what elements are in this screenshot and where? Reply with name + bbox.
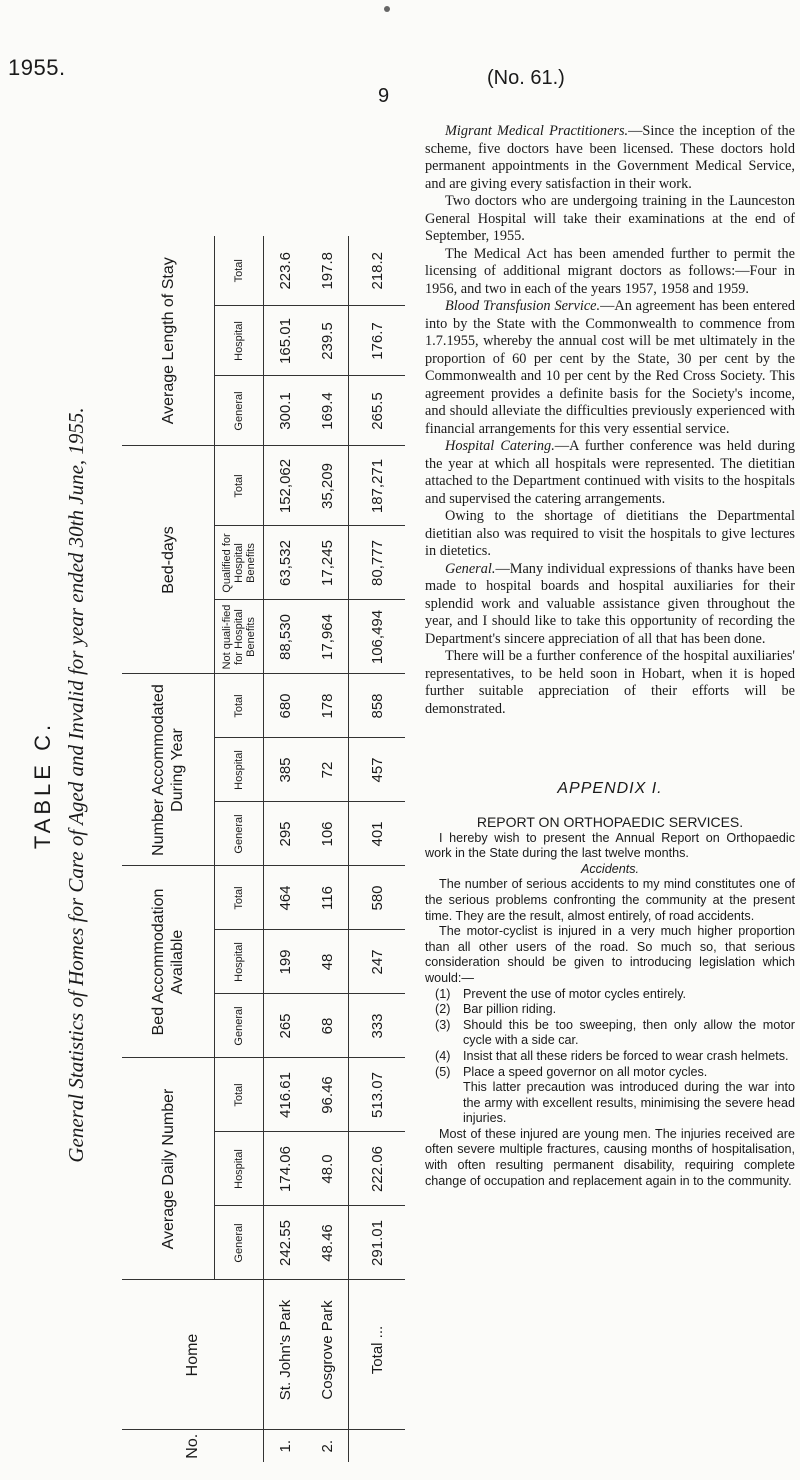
sub-hospital: Hospital [215, 930, 264, 994]
cell: 152,062 [264, 446, 307, 526]
sub-general: General [215, 1206, 264, 1280]
report-title: REPORT ON ORTHOPAEDIC SERVICES. [476, 814, 744, 830]
paragraph-text: —A further conference was held during the year at which all hospitals were represented. The dietitian attached to the Department continued with visits to the hospitals and supervised the catering arrangements. [425, 438, 795, 507]
cell: 68 [306, 994, 349, 1058]
page-number: 9 [378, 85, 390, 107]
cell: 580 [349, 866, 406, 930]
cell: 401 [349, 802, 406, 866]
cell: 239.5 [306, 306, 349, 376]
list-text: Bar pillion riding. [463, 1002, 557, 1017]
cell-home: Total ... [349, 1280, 406, 1430]
print-mark [384, 6, 390, 12]
rotated-table-block [30, 90, 386, 1480]
cell-no: 1. [276, 1440, 294, 1453]
cell: 416.61 [264, 1058, 307, 1132]
cell: 106 [306, 802, 349, 866]
cell-home: St. John's Park [264, 1280, 307, 1430]
cell: 174.06 [264, 1132, 307, 1206]
cell: 295 [264, 802, 307, 866]
cell: 218.2 [349, 236, 406, 306]
paragraph: The Medical Act has been amended further to permit the licensing of additional migrant doctors as follows:—Four in 1956, and two in each of the years 1957, 1958 and 1959. [425, 245, 795, 297]
list-item [425, 1002, 795, 1018]
list-text: Place a speed governor on all motor cycles. [463, 1064, 708, 1079]
cell: 169.4 [306, 376, 349, 446]
sub-total: Total [215, 446, 264, 526]
header-no: No. [122, 1430, 264, 1462]
table-title: General Statistics of Homes for Care of Aged and Invalid for year ended 30th June, 1955. [64, 407, 88, 1163]
paragraph: The number of serious accidents to my mind constitutes one of the serious problems confronting the community at the present time. They are the result, almost entirely, of road accidents. [425, 877, 795, 923]
header-number-accommodated: Number Accommodated During Year [122, 674, 215, 866]
cell: 291.01 [349, 1206, 406, 1280]
list-text: Should this be too sweeping, then only allow the motor cycle with a side car. [463, 1017, 795, 1048]
paragraph [425, 298, 795, 438]
cell: 116 [306, 866, 349, 930]
cell: 222.06 [349, 1132, 406, 1206]
sub-general: General [215, 376, 264, 446]
cell: 48.0 [306, 1132, 349, 1206]
cell: 242.55 [264, 1206, 307, 1280]
header-bed-accommodation: Bed Accommodation Available [122, 866, 215, 1058]
cell: 187,271 [349, 446, 406, 526]
header-home: Home [122, 1280, 264, 1430]
cell: 80,777 [349, 526, 406, 600]
paragraph-text: —Many individual expressions of thanks have been made to hospital boards and hospital auxiliaries for their splendid work and valuable assistance given throughout the year, and I should like to take this opportunity of recording the Department's sincere appreciation of all that has been done. [425, 560, 795, 647]
cell: 48.46 [306, 1206, 349, 1280]
total-row [349, 236, 406, 1462]
sub-total: Total [215, 866, 264, 930]
sub-total: Total [215, 236, 264, 306]
paragraph-text: —An agreement has been entered into by the State with the Commonwealth to commence from 1.7.1955, whereby the annual cost will be met ultimately in the proportion of 60 per cent by the State, 30 per cent by the Commonwealth and 10 per cent by the Red Cross Society. This agreement provides a definite basis for the Society's income, and should alleviate the difficulties previously experienced with financial arrangements for this very essential service. [425, 298, 796, 437]
cell: 197.8 [306, 236, 349, 306]
sub-total: Total [215, 674, 264, 738]
cell: 17,964 [306, 600, 349, 674]
cell: 106,494 [349, 600, 406, 674]
table-row [264, 236, 307, 1462]
page-year: 1955. [8, 55, 66, 80]
paragraph: Most of these injured are young men. The injuries received are often severe multiple fractures, causing months of hospitalisation, with often resulting permanent disability, requiring complete change of occupation and replacement again in to the community. [425, 1126, 795, 1188]
cell: 513.07 [349, 1058, 406, 1132]
cell: 17,245 [306, 526, 349, 600]
section-label: Migrant Medical Practitioners. [445, 123, 629, 139]
cell: 247 [349, 930, 406, 994]
list-number: (4) [435, 1048, 451, 1063]
section-label: Blood Transfusion Service. [445, 298, 601, 314]
cell: 178 [306, 674, 349, 738]
list-number: (2) [435, 1002, 451, 1017]
paragraph: This latter precaution was introduced during the war into the army with excellent results, minimising the severe head injuries. [463, 1080, 795, 1126]
cell: 265.5 [349, 376, 406, 446]
list-text: Prevent the use of motor cycles entirely. [463, 986, 687, 1001]
sub-total: Total [215, 1058, 264, 1132]
paragraph: I hereby wish to present the Annual Report on Orthopaedic work in the State during the last twelve months. [425, 830, 795, 861]
paragraph: Two doctors who are undergoing training in the Launceston General Hospital will take their examinations at the end of September, 1955. [425, 193, 795, 244]
paragraph: Owing to the shortage of dietitians the Departmental dietitian also was required to visit the hospitals to give lectures in dietetics. [425, 508, 795, 559]
cell: 680 [264, 674, 307, 738]
list-text: Insist that all these riders be forced to wear crash helmets. [463, 1048, 789, 1063]
text-column [425, 123, 795, 718]
list-item [425, 987, 795, 1003]
list-item [425, 1065, 795, 1081]
cell: 464 [264, 866, 307, 930]
cell: 165.01 [264, 306, 307, 376]
cell-no: 2. [318, 1440, 336, 1453]
cell-home: Cosgrove Park [306, 1280, 349, 1430]
cell: 265 [264, 994, 307, 1058]
header-bed-days: Bed-days [122, 446, 215, 674]
cell: 385 [264, 738, 307, 802]
section-label: General. [445, 560, 496, 577]
cell: 35,209 [306, 446, 349, 526]
paragraph [425, 561, 795, 649]
cell: 199 [264, 930, 307, 994]
cell: 223.6 [264, 236, 307, 306]
cell: 300.1 [264, 376, 307, 446]
section-label: Hospital Catering. [445, 438, 555, 454]
table-label: TABLE C. [30, 720, 55, 850]
sub-general: General [215, 802, 264, 866]
paragraph [425, 123, 795, 193]
header-average-stay: Average Length of Stay [122, 236, 215, 446]
paragraph: The motor-cyclist is injured in a very much higher proportion than all other users of the road. So much so, that serious consideration should be given to introducing legislation which would:— [425, 924, 795, 985]
cell: 88,530 [264, 600, 307, 674]
cell: 333 [349, 994, 406, 1058]
paragraph: There will be a further conference of the hospital auxiliaries' representatives, to be held soon in Hobart, when it is hoped further suitable appreciation of their efforts will be demonstrated. [425, 648, 795, 717]
section-heading: Accidents. [580, 861, 640, 876]
paragraph-text: —Since the inception of the scheme, five doctors have been licensed. These doctors hold permanent appointments in the Government Medical Service, and are giving every satisfaction in their work. [425, 123, 795, 192]
cell: 48 [306, 930, 349, 994]
list-number: (3) [435, 1017, 451, 1032]
header-average-daily: Average Daily Number [122, 1058, 215, 1280]
cell: 176.7 [349, 306, 406, 376]
cell: 457 [349, 738, 406, 802]
sub-not-qualified: Not quali-fied for Hospital Benefits [215, 600, 264, 674]
sub-hospital: Hospital [215, 1132, 264, 1206]
cell-no [349, 1430, 406, 1462]
cell: 63,532 [264, 526, 307, 600]
cell: 96.46 [306, 1058, 349, 1132]
statistics-table [122, 236, 405, 1462]
list-number: (1) [435, 986, 451, 1001]
sub-hospital: Hospital [215, 306, 264, 376]
list-item [425, 1049, 795, 1065]
paragraph [425, 438, 795, 508]
sub-general: General [215, 994, 264, 1058]
cell: 858 [349, 674, 406, 738]
sub-hospital: Hospital [215, 738, 264, 802]
list-item [425, 1018, 795, 1049]
sub-qualified: Qualified for Hospital Benefits [215, 526, 264, 600]
appendix-column [425, 815, 795, 1189]
cell: 72 [306, 738, 349, 802]
appendix-title: APPENDIX I. [557, 780, 663, 797]
table-row [306, 236, 349, 1462]
list-number: (5) [435, 1064, 451, 1079]
report-number: (No. 61.) [487, 67, 565, 89]
